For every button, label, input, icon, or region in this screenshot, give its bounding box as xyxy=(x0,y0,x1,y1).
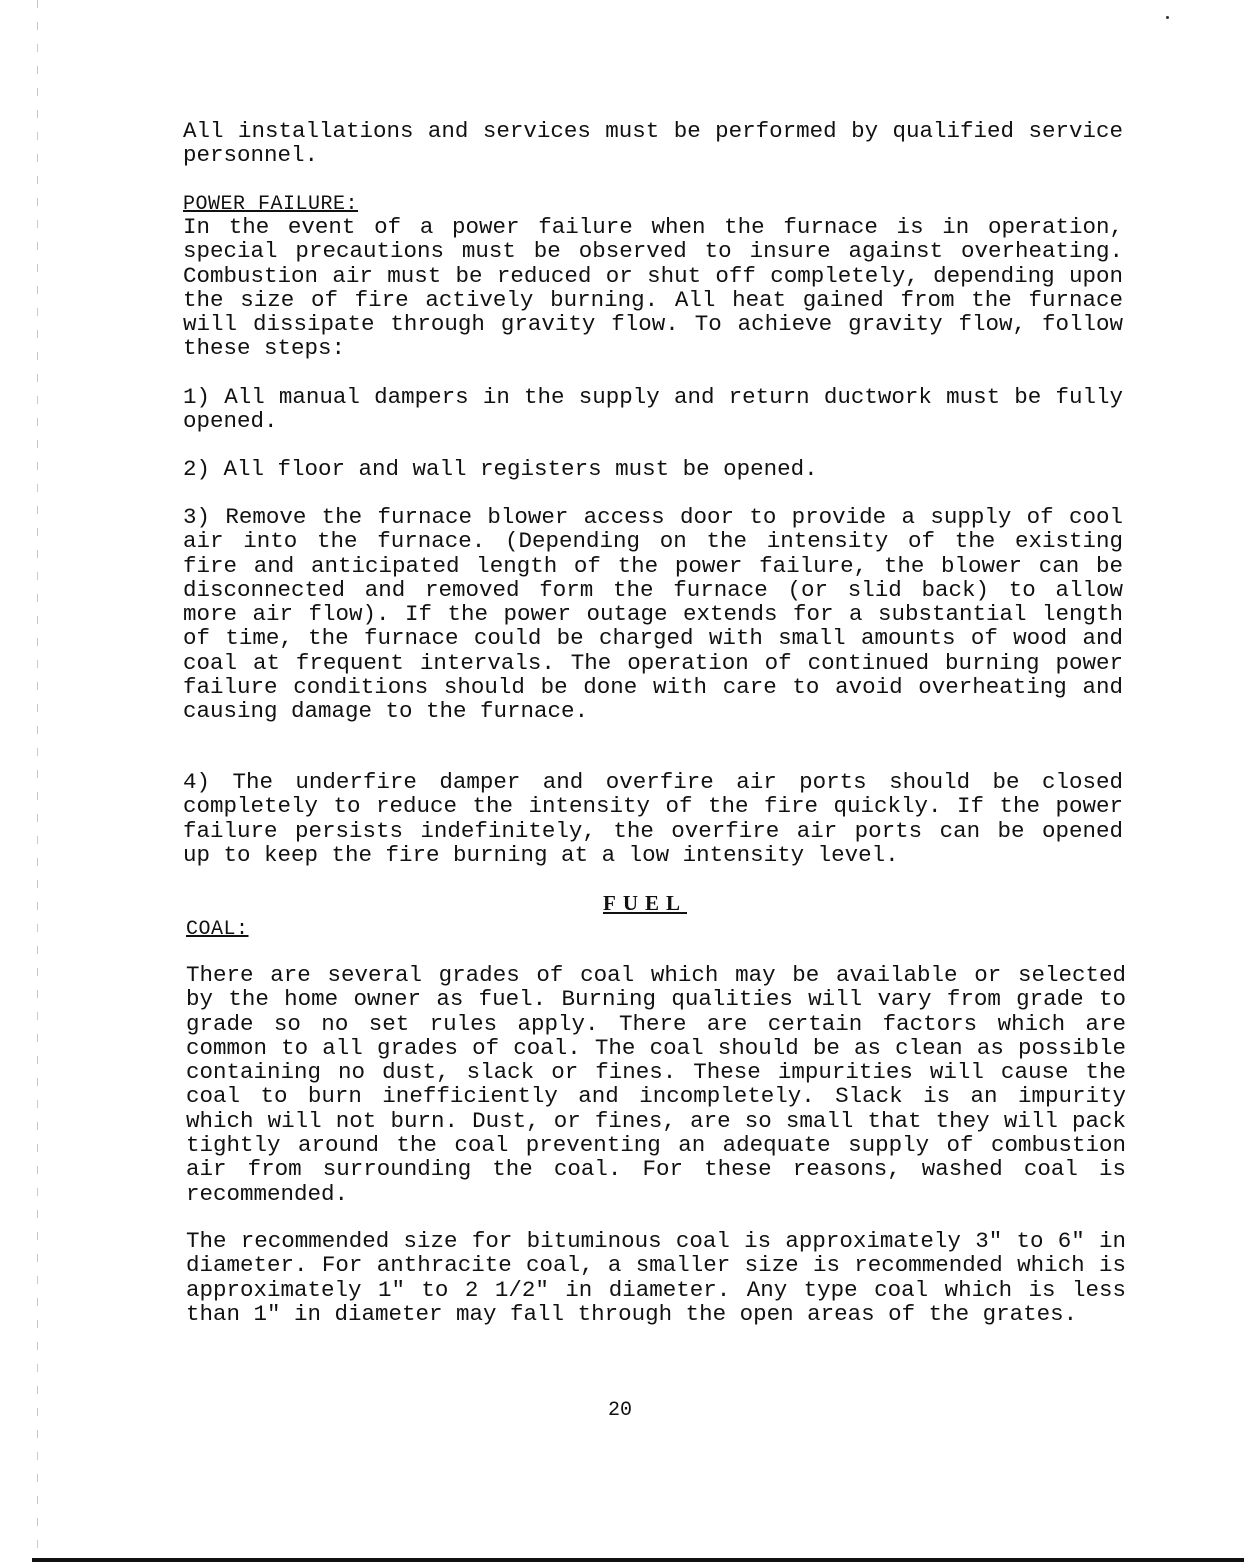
coal-heading: COAL: xyxy=(186,918,249,941)
coal-paragraph-2: The recommended size for bituminous coal is approximately 3" to 6" in diameter. For anthracite coal, a smaller size is recommended which is approximately 1" to 2 1/2" in diameter. Any type coal which is less than 1" in diameter may fall through the open areas of the grates. xyxy=(186,1228,1126,1327)
step-4: 4) The underfire damper and overfire air ports should be closed completely to reduce the intensity of the fire quickly. If the power failure persists indefinitely, the overfire air ports can be opened up to keep the fire burning at a low intensity level. xyxy=(183,769,1123,868)
power-failure-paragraph: In the event of a power failure when the furnace is in operation, special precautions must be observed to insure against overheating. Combustion air must be reduced or shut off completely, depending upon the size of fire actively burning. All heat gained from the furnace will dissipate through gravity flow. To achieve gravity flow, follow these steps: xyxy=(183,214,1123,362)
step-2: 2) All floor and wall registers must be opened. xyxy=(183,456,818,482)
bottom-rule xyxy=(32,1558,1244,1562)
scan-edge-mark xyxy=(37,0,38,1560)
coal-paragraph-1: There are several grades of coal which may be available or selected by the home owner as fuel. Burning qualities will vary from grade to grade so no set rules apply. There are certain factors which are common to all grades of coal. The coal should be as clean as possible containing no dust, slack or fines. These impurities will cause the coal to burn inefficiently and incompletely. Slack is an impurity which will not burn. Dust, or fines, are so small that they will pack tightly around the coal preventing an adequate supply of combustion air from surrounding the coal. For these reasons, washed coal is recommended. xyxy=(186,962,1126,1207)
power-failure-heading: POWER FAILURE: xyxy=(183,193,359,216)
fuel-title: FUEL xyxy=(603,891,688,915)
step-1: 1) All manual dampers in the supply and return ductwork must be fully opened. xyxy=(183,384,1123,435)
scan-speck xyxy=(1166,16,1169,19)
page-number: 20 xyxy=(607,1399,632,1422)
step-3: 3) Remove the furnace blower access door to provide a supply of cool air into the furnace. (Depending on the intensity of the existing fire and anticipated length of the power failure, the blower can be disconnected and removed form the furnace (or slid back) to allow more air flow). If the power outage extends for a substantial length of time, the furnace could be charged with small amounts of wood and coal at frequent intervals. The operation of continued burning power failure conditions should be done with care to avoid overheating and causing damage to the furnace. xyxy=(183,504,1123,725)
intro-paragraph: All installations and services must be performed by qualified service personnel. xyxy=(183,118,1123,169)
